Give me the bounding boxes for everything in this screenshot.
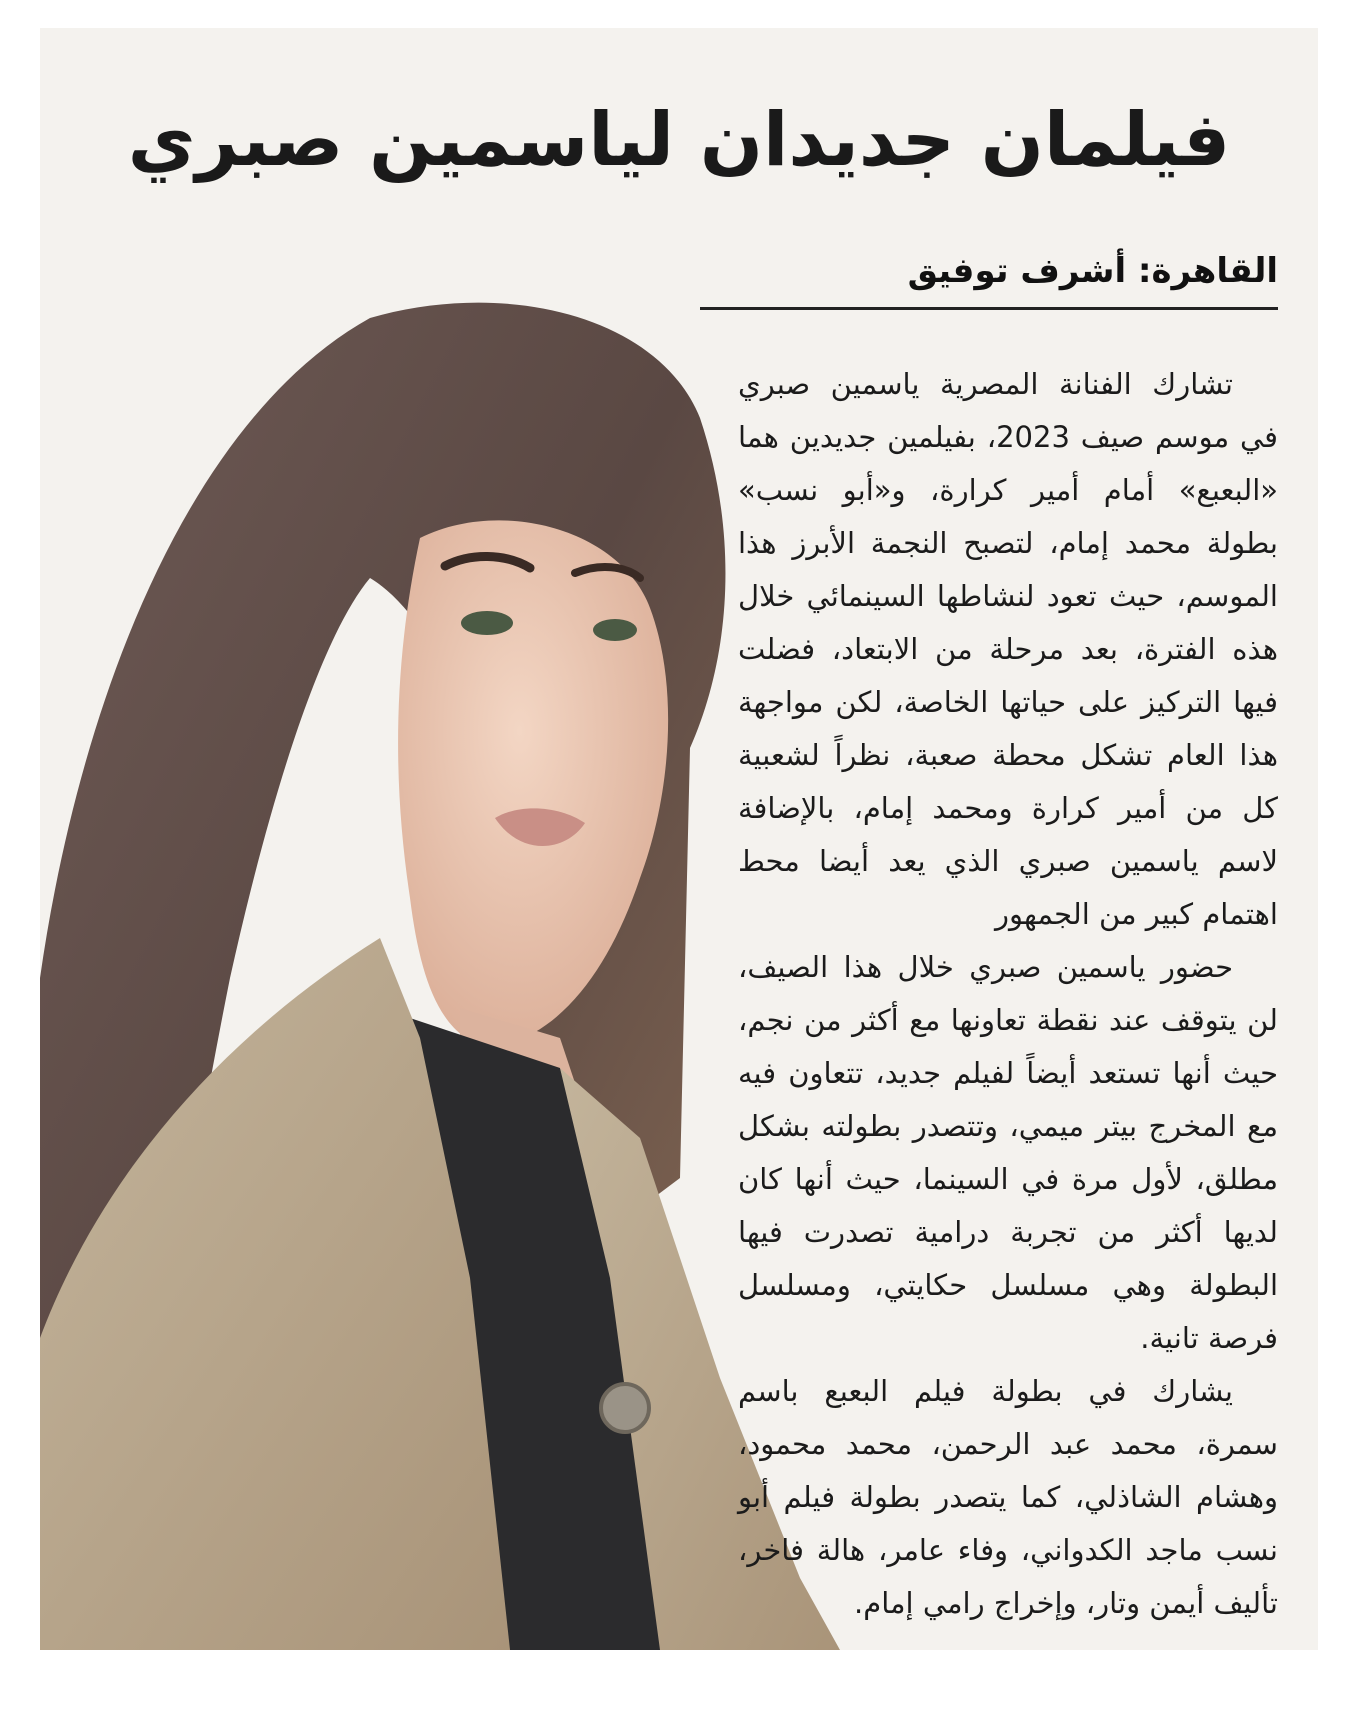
portrait-photo bbox=[40, 278, 840, 1650]
eye-left bbox=[593, 619, 637, 641]
headline: فيلمان جديدان لياسمين صبري bbox=[127, 97, 1231, 183]
article-body bbox=[738, 358, 1278, 1630]
paragraph-1: تشارك الفنانة المصرية ياسمين صبري في موسم صيف 2023، بفيلمين جديدين هما «البعبع» أمام أمير كرارة، و«أبو نسب» بطولة محمد إمام، لتصبح النجمة الأبرز هذا الموسم، حيث تعود لنشاطها السينمائي خلال هذه الفترة، بعد مرحلة من الابتعاد، فضلت فيها التركيز على حياتها الخاصة، لكن مواجهة هذا العام تشكل محطة صعبة، نظراً لشعبية كل من أمير كرارة ومحمد إمام، بالإضافة لاسم ياسمين صبري الذي يعد أيضا محط اهتمام كبير من الجمهور bbox=[738, 367, 1279, 931]
paragraph-2: حضور ياسمين صبري خلال هذا الصيف، لن يتوقف عند نقطة تعاونها مع أكثر من نجم، حيث أنها تستعد أيضاً لفيلم جديد، تتعاون فيه مع المخرج بيتر ميمي، وتتصدر بطولته بشكل مطلق، لأول مرة في السينما، حيث أنها كان لديها أكثر من تجربة درامية تصدرت فيها البطولة وهي مسلسل حكايتي، ومسلسل فرصة تانية. bbox=[738, 950, 1278, 1355]
byline: القاهرة: أشرف توفيق bbox=[907, 251, 1278, 291]
eye-right bbox=[461, 611, 513, 635]
jacket-button-icon bbox=[601, 1384, 649, 1432]
paragraph-3: يشارك في بطولة فيلم البعبع باسم سمرة، محمد عبد الرحمن، محمد محمود، وهشام الشاذلي، كما يتصدر بطولة فيلم أبو نسب ماجد الكدواني، وفاء عامر، هالة فاخر، تأليف أيمن وتار، وإخراج رامي إمام. bbox=[738, 1374, 1278, 1620]
newspaper-page bbox=[40, 28, 1318, 1650]
